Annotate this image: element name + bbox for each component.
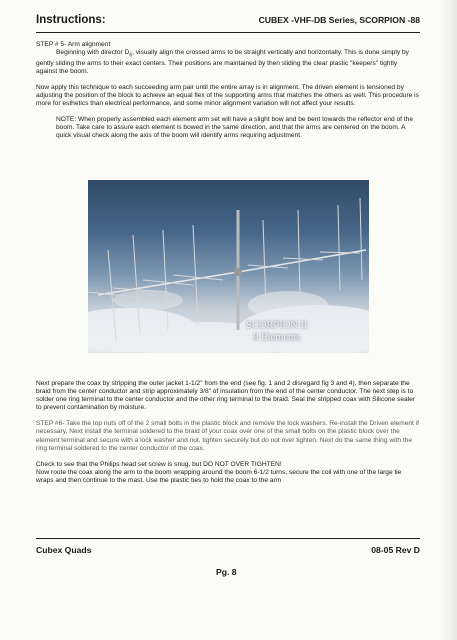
page-header xyxy=(36,14,420,30)
photo-caption-line-2: 8 Elements xyxy=(253,332,301,343)
step5-title: STEP # 5- Arm alignment xyxy=(36,41,111,48)
header-title: Instructions: xyxy=(36,14,106,26)
coax-prep-paragraph: Next prepare the coax by stripping the outer jacket 1-1/2" from the end (see fig. 1 and 2 disregard fig 3 and 4), then separate the braid from the center conductor and strip approximately 3/8" of insulation from the end of the center conductor. The next step is to solder one ring terminal to the center conductor and the other ring terminal to the braid. Seal the stripped coax with Silicone sealer to prevent contamination by moisture. xyxy=(36,380,415,412)
route-coax-paragraph: Now route the coax along the arm to the boom wrapping around the boom 6-1/2 turns, secure the coil with one of the large tie wraps and then continue to the mast. Use the plastic ties to hold the coax to the arm xyxy=(36,468,402,484)
footer-revision: 08-05 Rev D xyxy=(371,545,420,555)
photo-caption-line-1: SCORPION II xyxy=(246,320,308,331)
step5-p1-rest: , visually align the crossed arms to be straight vertically and horizontally. This is done simply by gently sliding the arms to their exact centers. Their positions are maintained by then sliding the clear plastic "keepers" tightly against the boom. xyxy=(36,49,409,75)
step5-section xyxy=(36,41,420,140)
check-set-screw: Check to see that the Philips head set screw is snug, but DO NOT OVER TIGHTEN! xyxy=(36,460,282,468)
photo-caption xyxy=(246,320,308,344)
page-number: Pg. 8 xyxy=(216,567,237,577)
step6-paragraph: STEP #6- Take the top nuts off of the 2 small bolts in the plastic block and remove the lock washers. Re-install the Driven element if necessary. Next install the terminal soldered to the braid of your coax over one of the small bolts on the plastic block over the element terminal and secure with a lock washer and nut, tighten securely but do not over tighten. Next do the same thing with the ring terminal soldered to the center conductor of the coax. xyxy=(36,420,419,452)
step5-paragraph-1 xyxy=(36,49,420,76)
header-product: CUBEX -VHF-DB Series, SCORPION -88 xyxy=(258,15,420,25)
step5-note: NOTE: When properly assembled each element arm set will have a slight bow and be bent towards the reflector end of the boom. Take care to assure each element is bowed in the same direction, and that the arms are centered on the boom. A quick visual check along the axis of the boom will identify arms requiring adjustment. xyxy=(56,115,413,140)
step5-p1-start: Beginning with director D xyxy=(56,49,130,57)
scan-edge-shadow xyxy=(441,0,457,640)
antenna-photo xyxy=(88,180,369,353)
coax-section xyxy=(36,380,420,485)
cloud-shapes xyxy=(88,290,369,353)
header-rule xyxy=(36,32,420,33)
step5-paragraph-2: Now apply this technique to each succeeding arm pair until the entire array is in alignment. The driven element is tensioned by adjusting the position of the block to achieve an equal flex of the supporting arms that matches the others as well. This procedure is more for esthetics than electrical performance, and some minor alignment variation will not affect your results. xyxy=(36,83,419,107)
antenna-illustration xyxy=(88,180,369,353)
boom-clamp xyxy=(234,268,242,276)
director-subscript: 6 xyxy=(129,52,133,59)
page-footer xyxy=(36,545,420,559)
footer-rule xyxy=(36,538,420,539)
footer-company: Cubex Quads xyxy=(36,545,92,555)
